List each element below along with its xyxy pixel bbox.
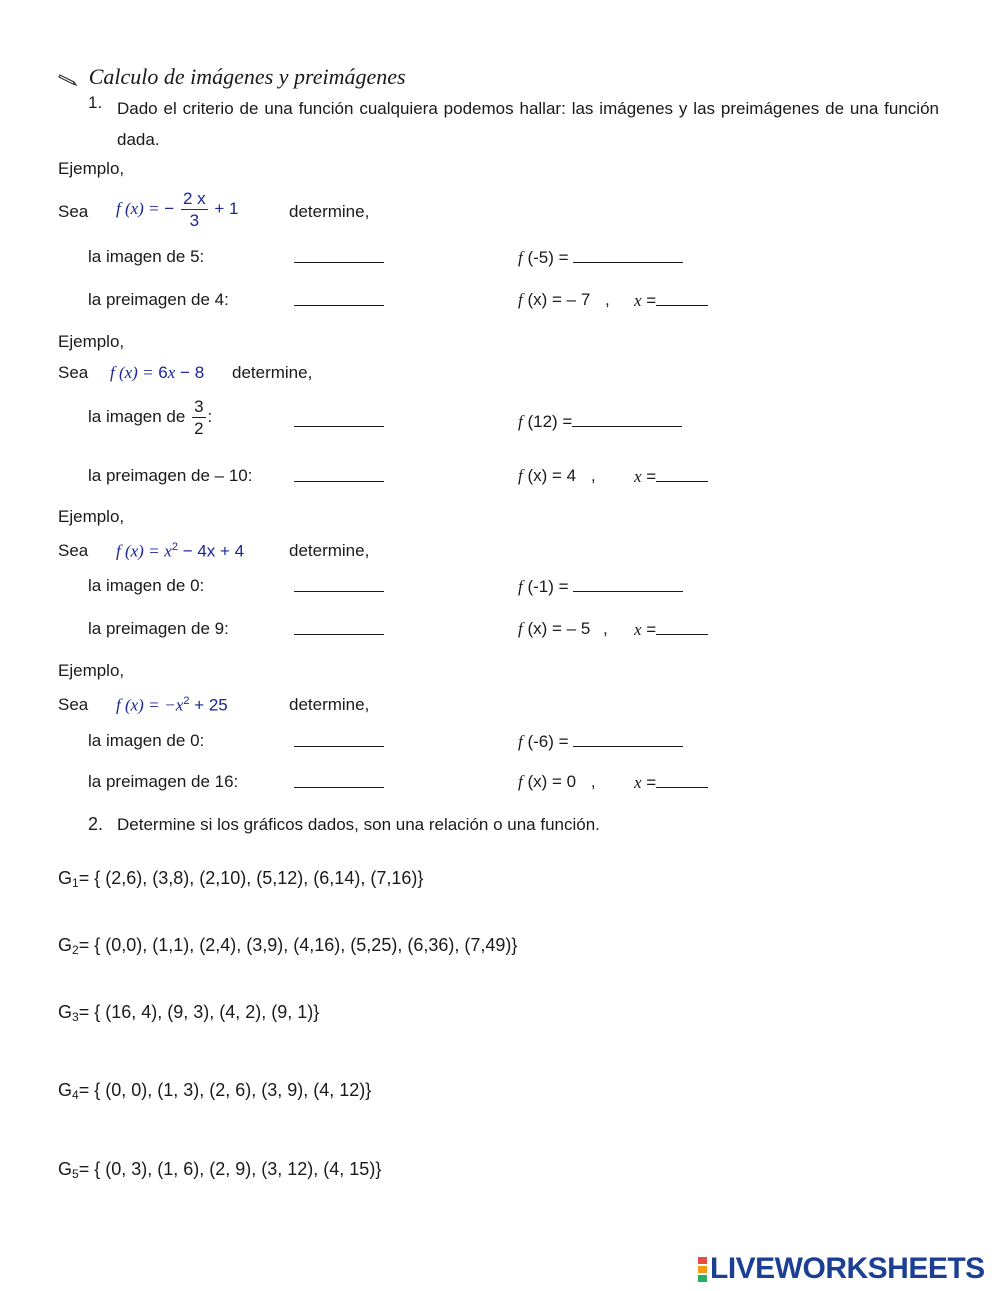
answer-blank-image[interactable] — [294, 411, 384, 427]
fraction-2x-3: $\frac{2 x}{3}$ — [182, 189, 206, 230]
set-g2: $G_2=$ { (0,0), (1,1), (2,4), (3,9), (4,16), (5,25), (6,36), (7,49)} — [58, 935, 518, 957]
preimage-label: la preimagen de – 10: — [88, 466, 253, 485]
f-eval: f (12) = — [518, 411, 682, 432]
set-g3: $G_3=$ { (16, 4), (9, 3), (4, 2), (9, 1)} — [58, 1002, 320, 1024]
f-solve: f (x) = 4 , — [518, 466, 596, 485]
x-solve: x = — [634, 772, 708, 793]
answer-blank-f-eval[interactable] — [572, 411, 682, 427]
sea-label: Sea — [58, 541, 89, 560]
set-g5: $G_5=$ { (0, 3), (1, 6), (2, 9), (3, 12), (4, 15)} — [58, 1159, 382, 1181]
fraction-3-2: $\frac{3}{2}$ — [194, 397, 204, 438]
q2-text: Determine si los gráficos dados, son una relación o una función. — [117, 815, 600, 834]
function-2: f (x) = 6x − 8 — [110, 363, 205, 382]
answer-blank-f-eval[interactable] — [573, 576, 683, 592]
title-row — [58, 64, 406, 90]
function-1: f (x) = − $\frac{2 x}{3}$ + 1 — [116, 189, 239, 230]
sea-label: Sea — [58, 202, 89, 221]
ejemplo-label: Ejemplo, — [58, 507, 125, 526]
answer-blank-x[interactable] — [656, 772, 708, 788]
f-solve: f (x) = 0 , — [518, 772, 596, 791]
f-eval: f (-6) = — [518, 731, 683, 752]
ejemplo-label: Ejemplo, — [58, 661, 125, 680]
answer-blank-preimage[interactable] — [294, 619, 384, 635]
x-solve: x = — [634, 290, 708, 311]
answer-blank-image[interactable] — [294, 731, 384, 747]
image-label: la imagen de $\frac{3}{2}$ : — [88, 397, 213, 438]
pencil-icon — [58, 73, 78, 87]
f-solve: f (x) = – 5 , — [518, 619, 608, 638]
set-g1: $G_1=$ { (2,6), (3,8), (2,10), (5,12), (6,14), (7,16)} — [58, 868, 424, 890]
function-4: f $(x) = -x^2 + 25$ — [116, 695, 228, 715]
page-title: Calculo de imágenes y preimágenes — [88, 64, 406, 89]
answer-blank-preimage[interactable] — [294, 290, 384, 306]
image-label: la imagen de 0: — [88, 576, 205, 595]
sea-label: Sea — [58, 363, 89, 382]
preimage-label: la preimagen de 16: — [88, 772, 239, 791]
answer-blank-x[interactable] — [656, 466, 708, 482]
ejemplo-label: Ejemplo, — [58, 159, 125, 178]
f-eval: f (-5) = — [518, 247, 683, 268]
image-label: la imagen de 0: — [88, 731, 205, 750]
preimage-label: la preimagen de 9: — [88, 619, 229, 638]
x-solve: x = — [634, 466, 708, 487]
preimage-label: la preimagen de 4: — [88, 290, 229, 309]
determine-label: determine, — [289, 541, 370, 560]
image-label: la imagen de 5: — [88, 247, 205, 266]
answer-blank-f-eval[interactable] — [573, 731, 683, 747]
answer-blank-f-eval[interactable] — [573, 247, 683, 263]
set-g4: $G_4=$ { (0, 0), (1, 3), (2, 6), (3, 9), (4, 12)} — [58, 1080, 372, 1102]
answer-blank-preimage[interactable] — [294, 772, 384, 788]
sea-label: Sea — [58, 695, 89, 714]
q2-number: 2. — [88, 814, 104, 834]
answer-blank-x[interactable] — [656, 290, 708, 306]
answer-blank-image[interactable] — [294, 247, 384, 263]
f-eval: f (-1) = — [518, 576, 683, 597]
liveworksheets-logo: LIVEWORKSHEETS — [698, 1252, 985, 1286]
answer-blank-image[interactable] — [294, 576, 384, 592]
determine-label: determine, — [289, 695, 370, 714]
q1-number: 1. — [88, 93, 103, 112]
f-solve: f (x) = – 7 , — [518, 290, 610, 309]
logo-blocks-icon — [698, 1257, 707, 1282]
answer-blank-preimage[interactable] — [294, 466, 384, 482]
x-solve: x = — [634, 619, 708, 640]
q1-text: Dado el criterio de una función cualquiera podemos hallar: las imágenes y las preimágenes de una función dada. — [117, 99, 939, 149]
determine-label: determine, — [232, 363, 313, 382]
function-3: f $(x) = x^2 - 4x + 4$ — [116, 541, 245, 561]
answer-blank-x[interactable] — [656, 619, 708, 635]
determine-label: determine, — [289, 202, 370, 221]
ejemplo-label: Ejemplo, — [58, 332, 125, 351]
